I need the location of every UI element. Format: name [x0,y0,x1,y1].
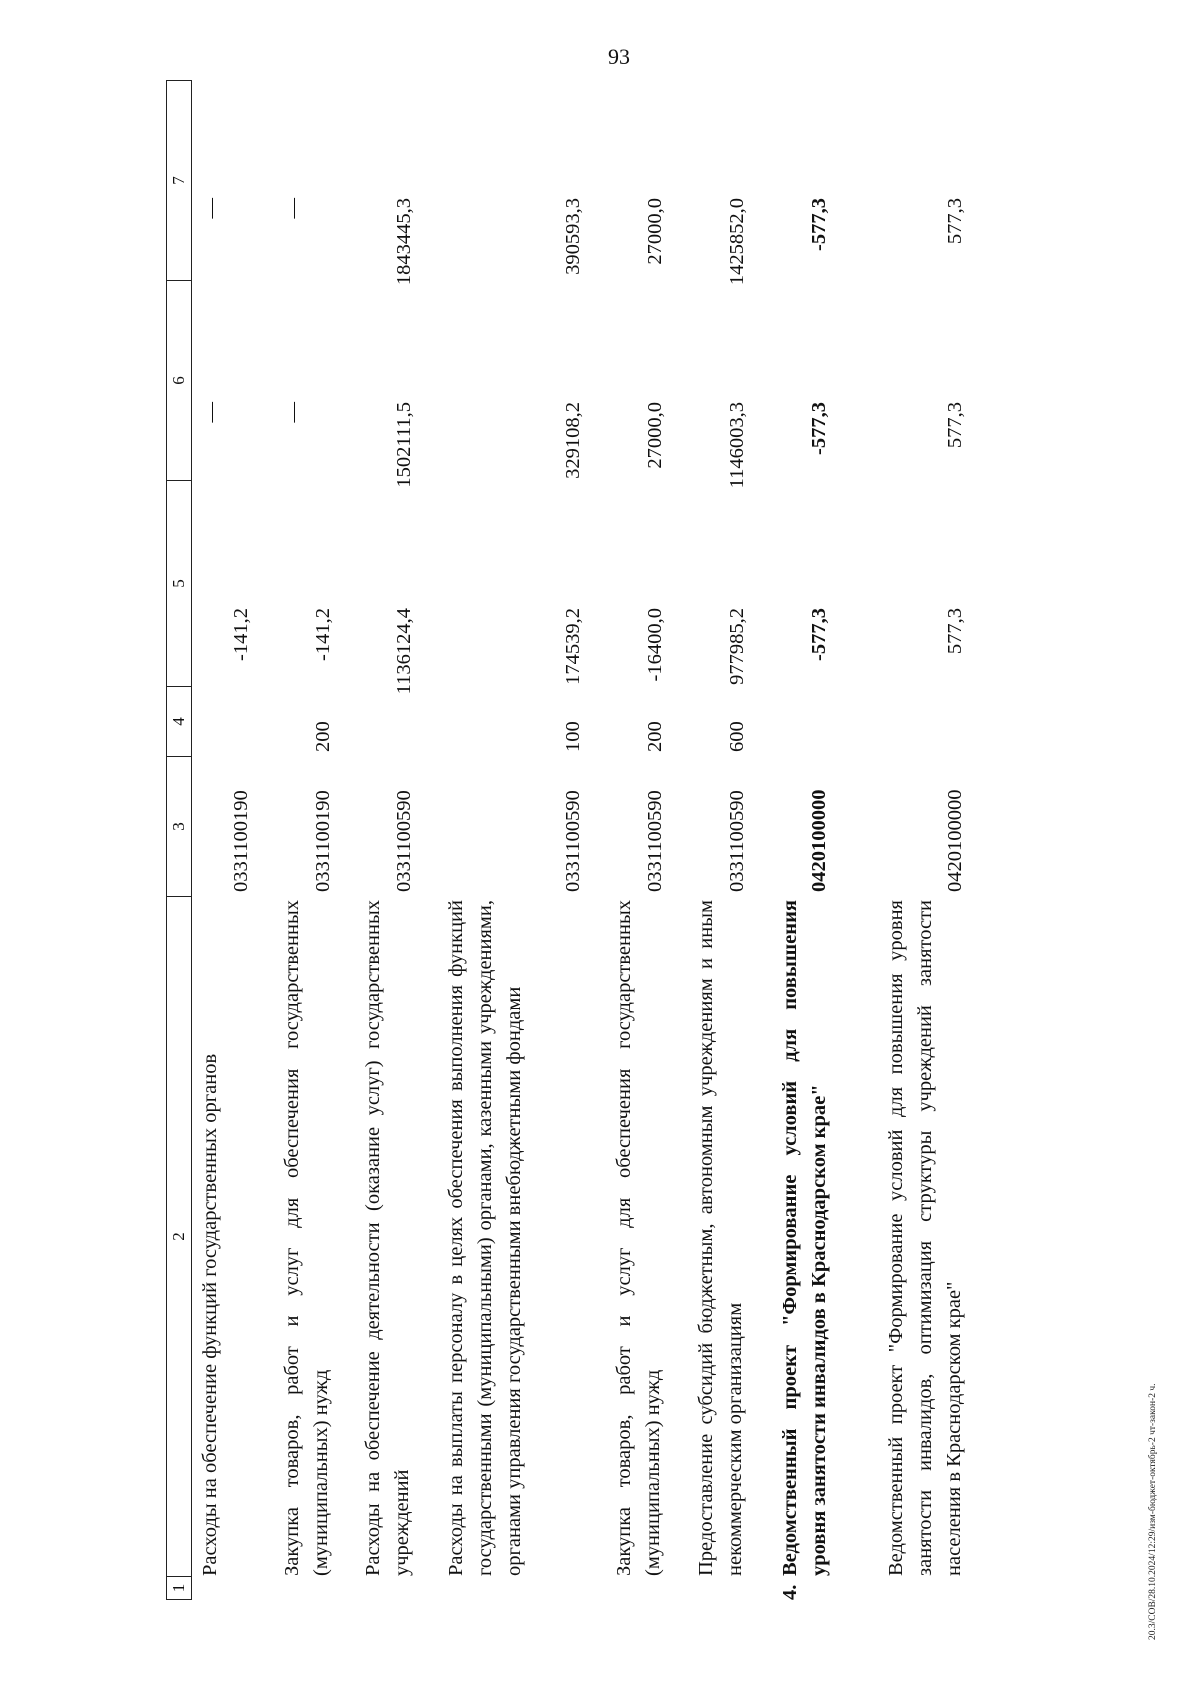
footer-stamp: 20.3/СОВ/28.10.2024/12:29/изм-бюджет-октябрь-2 чт-закон-2 ч. [1148,1383,1158,1640]
row-amount-7: — [282,198,304,219]
header-col-4: 4 [166,686,192,756]
row-amount-7: -577,3 [808,198,830,251]
row-target-article: 0331100190 [312,790,334,892]
row-amount-5: -141,2 [312,608,334,661]
table-row [882,80,1000,1600]
header-col-2: 2 [166,896,192,1576]
row-expense-type: 600 [726,721,748,752]
row-amount-6: 27000,0 [644,402,666,469]
row-description: Ведомственный проект "Формирование условий для повышения уровня занятости инвалидов в Краснодарском крае" [779,900,830,1576]
row-amount-7: 390593,3 [562,198,584,275]
row-amount-7: 27000,0 [644,198,666,265]
row-amount-6: 1502111,5 [393,402,415,488]
table-row [359,80,419,1600]
row-target-article: 0331100590 [726,790,748,892]
row-amount-5: 174539,2 [562,608,584,685]
row-amount-6: — [282,402,304,423]
row-target-article: 0420100000 [808,789,830,892]
row-amount-7: — [200,198,222,219]
row-description: Расходы на выплаты персоналу в целях обеспечения выполнения функций государственными (муниципальными) органами, казенными учреждениями, органами управления государственными внебюджетными фондами [445,900,525,1576]
row-target-article: 0420100000 [944,789,966,892]
header-col-1: 1 [166,1576,192,1600]
row-amount-7: 577,3 [944,198,966,245]
row-amount-5: -141,2 [230,608,252,661]
row-target-article: 0331100590 [393,790,415,892]
table-row [776,80,864,1600]
row-amount-5: 977985,2 [726,608,748,685]
row-expense-type: 200 [644,721,666,752]
table-row [692,80,752,1600]
row-target-article: 0331100590 [562,790,584,892]
row-description: Предоставление субсидий бюджетным, автономным учреждениям и иным некоммерческим организациям [695,900,746,1576]
row-description: Закупка товаров, работ и услуг для обеспечения государственных (муниципальных) нужд [281,900,332,1576]
row-amount-6: — [200,402,222,423]
row-amount-5: -577,3 [808,608,830,661]
row-amount-7: 1425852,0 [726,198,748,286]
header-col-6: 6 [166,280,192,480]
header-col-3: 3 [166,756,192,896]
page-number: 93 [608,44,630,69]
row-description: Расходы на обеспечение деятельности (оказание услуг) государственных учреждений [362,900,413,1576]
row-description: Расходы на обеспечение функций государственных органов [199,1053,221,1576]
row-amount-6: 329108,2 [562,402,584,479]
budget-table [166,80,1066,1600]
row-amount-7: 1843445,3 [393,198,415,286]
row-expense-type: 100 [562,721,584,752]
row-amount-6: 1146003,3 [726,402,748,489]
table-row [278,80,338,1600]
row-target-article: 0331100190 [230,790,252,892]
table-header [166,80,192,1600]
row-amount-5: -16400,0 [644,608,666,682]
row-index: 4. [779,1584,801,1600]
row-description: Закупка товаров, работ и услуг для обеспечения государственных (муниципальных) нужд [613,900,664,1576]
row-amount-5: 577,3 [944,608,966,655]
header-col-5: 5 [166,480,192,686]
table-row [442,80,588,1600]
header-col-7: 7 [166,80,192,280]
table-row [610,80,670,1600]
row-target-article: 0331100590 [644,790,666,892]
row-amount-5: 1136124,4 [393,608,415,695]
row-description: Ведомственный проект "Формирование условий для повышения уровня занятости инвалидов, оптимизация структуры учреждений занятости населения в Краснодарском крае" [885,900,965,1576]
row-amount-6: -577,3 [808,402,830,455]
row-expense-type: 200 [312,721,334,752]
table-row [196,80,256,1600]
row-amount-6: 577,3 [944,402,966,449]
